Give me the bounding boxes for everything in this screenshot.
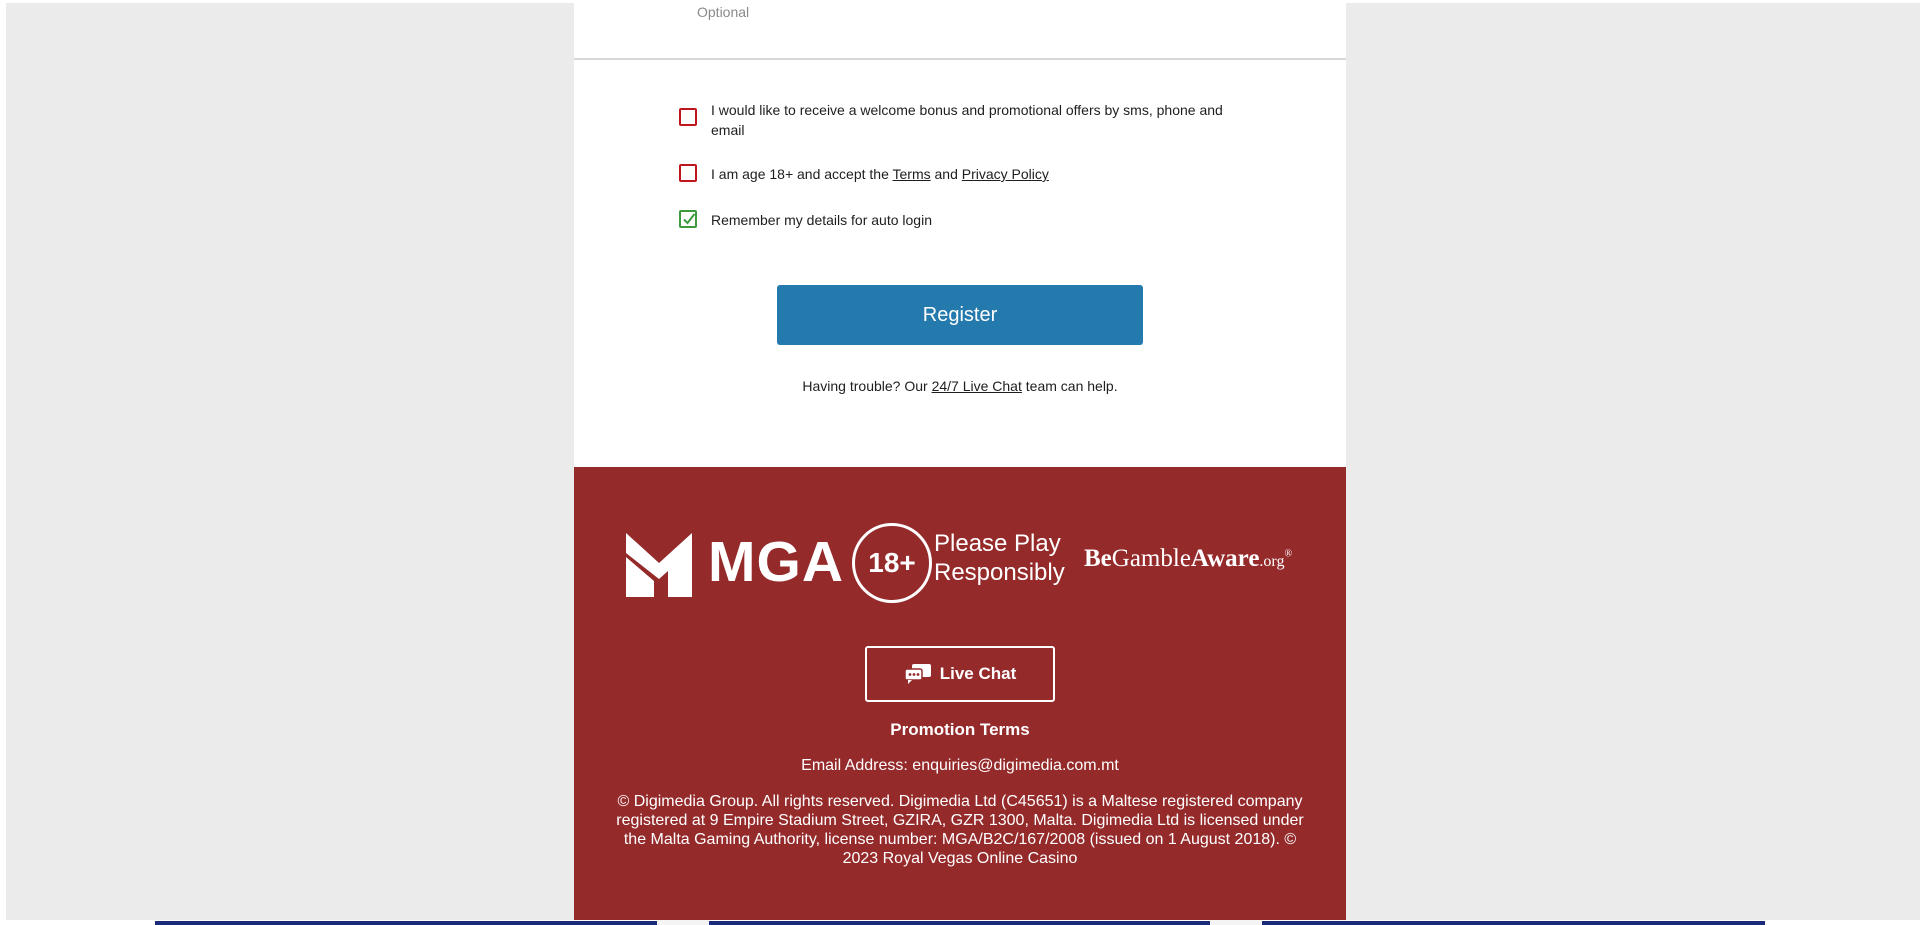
email-address: Email Address: enquiries@digimedia.com.mt bbox=[801, 757, 1119, 774]
bottom-segment bbox=[657, 920, 709, 925]
live-chat-link[interactable]: 24/7 Live Chat bbox=[931, 378, 1022, 394]
chat-icon bbox=[904, 663, 932, 685]
help-suffix: team can help. bbox=[1021, 378, 1118, 394]
bottom-segment bbox=[1210, 920, 1262, 925]
register-button[interactable]: Register bbox=[777, 285, 1143, 345]
bottom-bar bbox=[155, 921, 1765, 925]
legal-text: © Digimedia Group. All rights reserved. Digimedia Ltd (C45651) is a Maltese registered company registered at 9 Empire Stadium Street, GZIRA, GZR 1300, Malta. Digimedia Ltd is licensed under the Malta Gaming Authority, license number: MGA/B2C/167/2008 (issued on 1 August 2018). © 2023 Royal Vegas Online Casino bbox=[616, 793, 1304, 867]
gamble-aware: Aware bbox=[1190, 545, 1260, 572]
play-line-1: Please Play bbox=[934, 530, 1061, 557]
help-text bbox=[574, 378, 1346, 394]
promo-consent-checkbox[interactable] bbox=[679, 108, 697, 126]
begambleaware-logo[interactable] bbox=[1084, 545, 1292, 573]
promo-consent-label: I would like to receive a welcome bonus and promotional offers by sms, phone and email bbox=[711, 102, 1223, 138]
remember-me-label: Remember my details for auto login bbox=[711, 212, 932, 228]
age-terms-checkbox[interactable] bbox=[679, 164, 697, 182]
registration-form bbox=[574, 3, 1346, 467]
remember-me-row bbox=[679, 210, 1231, 230]
footer bbox=[574, 467, 1346, 922]
optional-field-hint: Optional bbox=[697, 4, 750, 20]
play-line-2: Responsibly bbox=[934, 559, 1065, 586]
promo-consent-row bbox=[679, 100, 1231, 140]
terms-link[interactable]: Terms bbox=[892, 166, 931, 182]
check-icon bbox=[682, 212, 696, 226]
age-18-badge: 18+ bbox=[852, 523, 932, 603]
gamble-gamble: Gamble bbox=[1111, 545, 1191, 572]
promotion-terms-link[interactable]: Promotion Terms bbox=[890, 720, 1030, 739]
remember-me-checkbox[interactable] bbox=[679, 210, 697, 228]
age-terms-label bbox=[711, 164, 1231, 184]
responsible-gaming-logos bbox=[574, 523, 1346, 613]
play-responsibly-text bbox=[934, 529, 1065, 587]
gamble-org: .org bbox=[1259, 553, 1285, 570]
help-prefix: Having trouble? Our bbox=[802, 378, 932, 394]
mga-wordmark: MGA bbox=[708, 530, 844, 594]
age-terms-row bbox=[679, 164, 1231, 184]
age-terms-and: and bbox=[930, 166, 962, 182]
privacy-policy-link[interactable]: Privacy Policy bbox=[961, 166, 1049, 182]
live-chat-button[interactable] bbox=[865, 646, 1055, 702]
gamble-be: Be bbox=[1084, 545, 1112, 572]
field-underline bbox=[574, 58, 1346, 60]
gamble-reg: ® bbox=[1284, 548, 1293, 560]
age-terms-text: I am age 18+ and accept the bbox=[711, 166, 893, 182]
mga-logo-icon bbox=[624, 533, 694, 597]
live-chat-label: Live Chat bbox=[939, 664, 1017, 683]
